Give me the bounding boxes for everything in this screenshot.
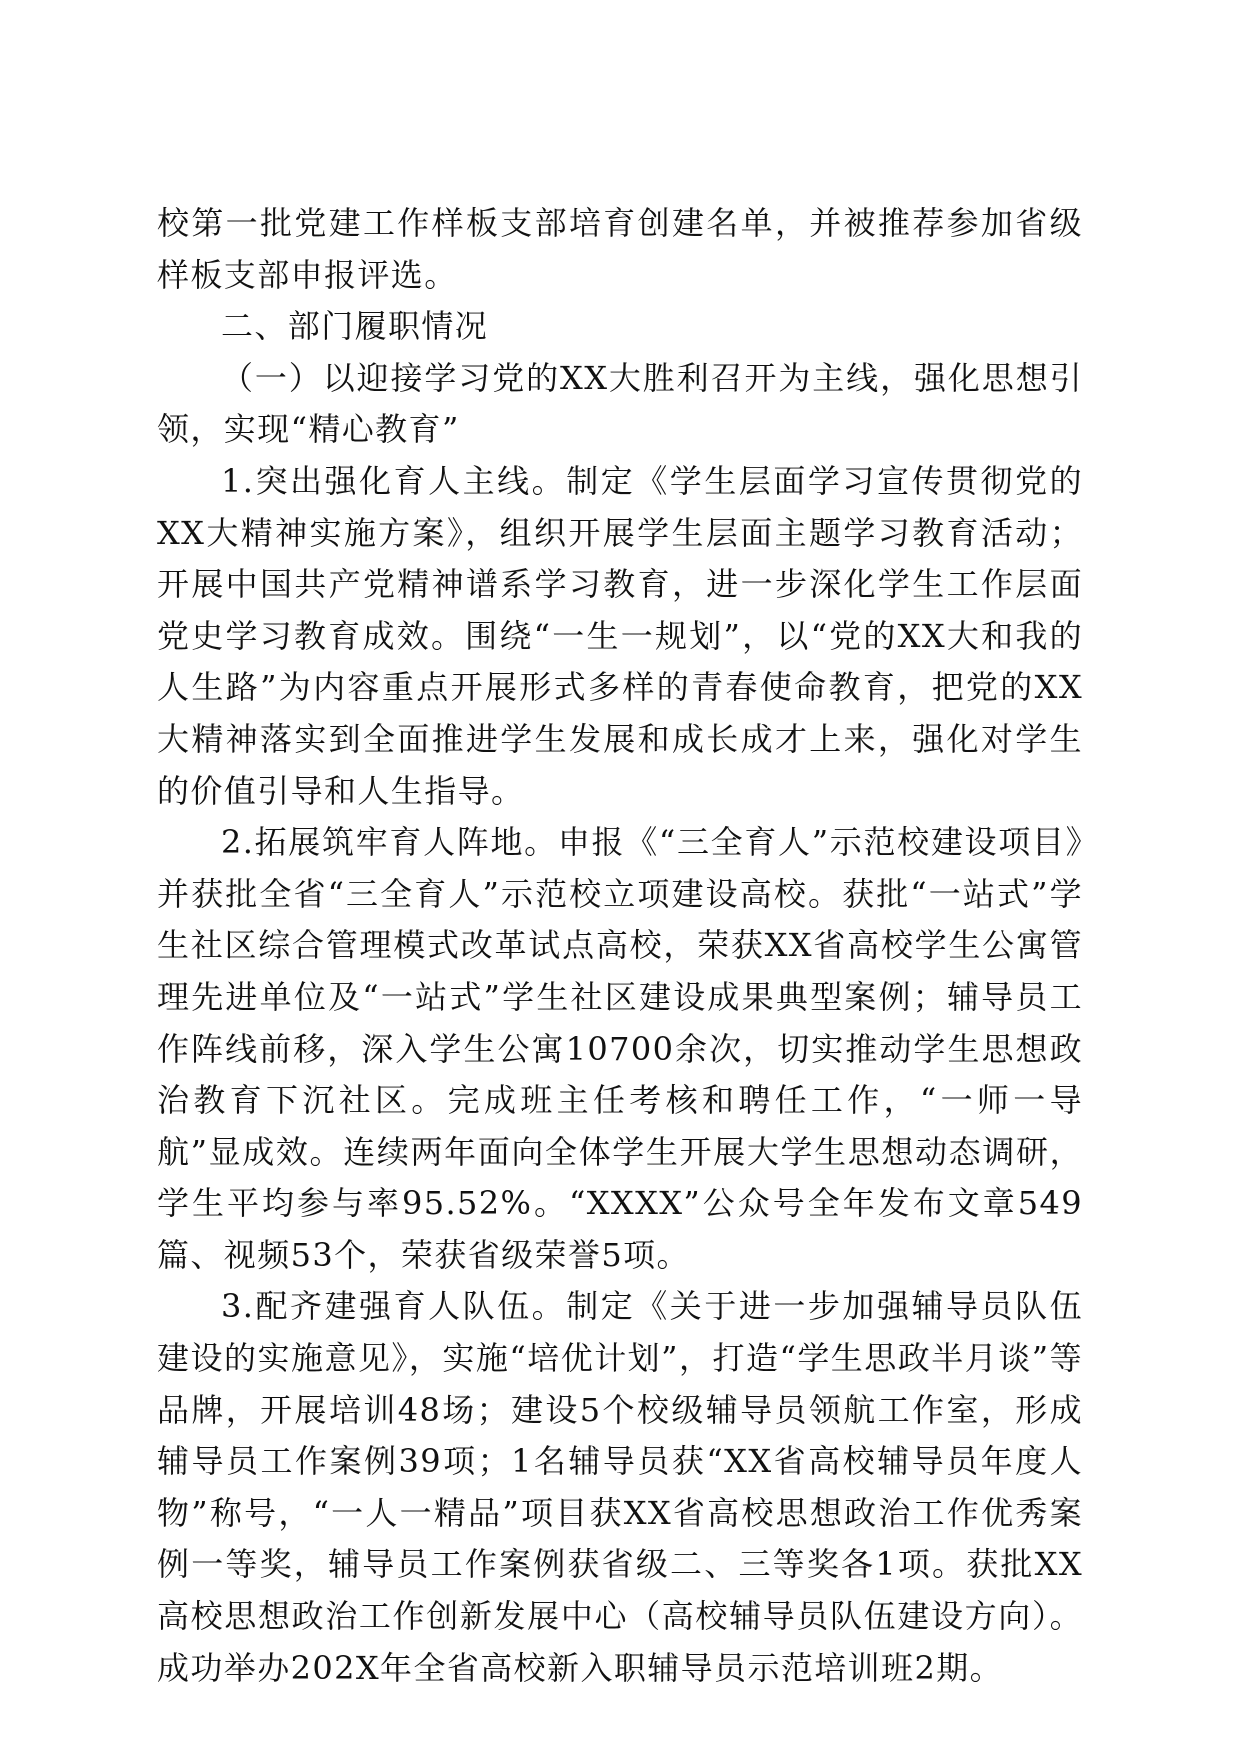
item-paragraph-1: 1.突出强化育人主线。制定《学生层面学习宣传贯彻党的XX大精神实施方案》，组织开展学生层面主题学习教育活动；开展中国共产党精神谱系学习教育，进一步深化学生工作层面党史学习教育成效。围绕“一生一规划”，以“党的XX大和我的人生路”为内容重点开展形式多样的青春使命教育，把党的XX大精神落实到全面推进学生发展和成长成才上来，强化对学生的价值引导和人生指导。 bbox=[157, 461, 1083, 810]
section-heading: 二、部门履职情况 bbox=[221, 307, 489, 346]
continued-paragraph: 校第一批党建工作样板支部培育创建名单，并被推荐参加省级样板支部申报评选。 bbox=[157, 204, 1083, 294]
item-paragraph-2: 2.拓展筑牢育人阵地。申报《“三全育人”示范校建设项目》并获批全省“三全育人”示范校立项建设高校。获批“一站式”学生社区综合管理模式改革试点高校，荣获XX省高校学生公寓管理先进单位及“一站式”学生社区建设成果典型案例；辅导员工作阵线前移，深入学生公寓10700余次，切实推动学生思想政治教育下沉社区。完成班主任考核和聘任工作，“一师一导航”显成效。连续两年面向全体学生开展大学生思想动态调研，学生平均参与率95.52%。“XXXX”公众号全年发布文章549篇、视频53个，荣获省级荣誉5项。 bbox=[157, 823, 1083, 1274]
sub-heading: （一）以迎接学习党的XX大胜利召开为主线，强化思想引领，实现“精心教育” bbox=[157, 358, 1083, 449]
document-body bbox=[157, 198, 1083, 1694]
item-paragraph-3: 3.配齐建强育人队伍。制定《关于进一步加强辅导员队伍建设的实施意见》，实施“培优计划”，打造“学生思政半月谈”等品牌，开展培训48场；建设5个校级辅导员领航工作室，形成辅导员工作案例39项；1名辅导员获“XX省高校辅导员年度人物”称号，“一人一精品”项目获XX省高校思想政治工作优秀案例一等奖，辅导员工作案例获省级二、三等奖各1项。获批XX高校思想政治工作创新发展中心（高校辅导员队伍建设方向）。成功举办202X年全省高校新入职辅导员示范培训班2期。 bbox=[157, 1287, 1083, 1687]
